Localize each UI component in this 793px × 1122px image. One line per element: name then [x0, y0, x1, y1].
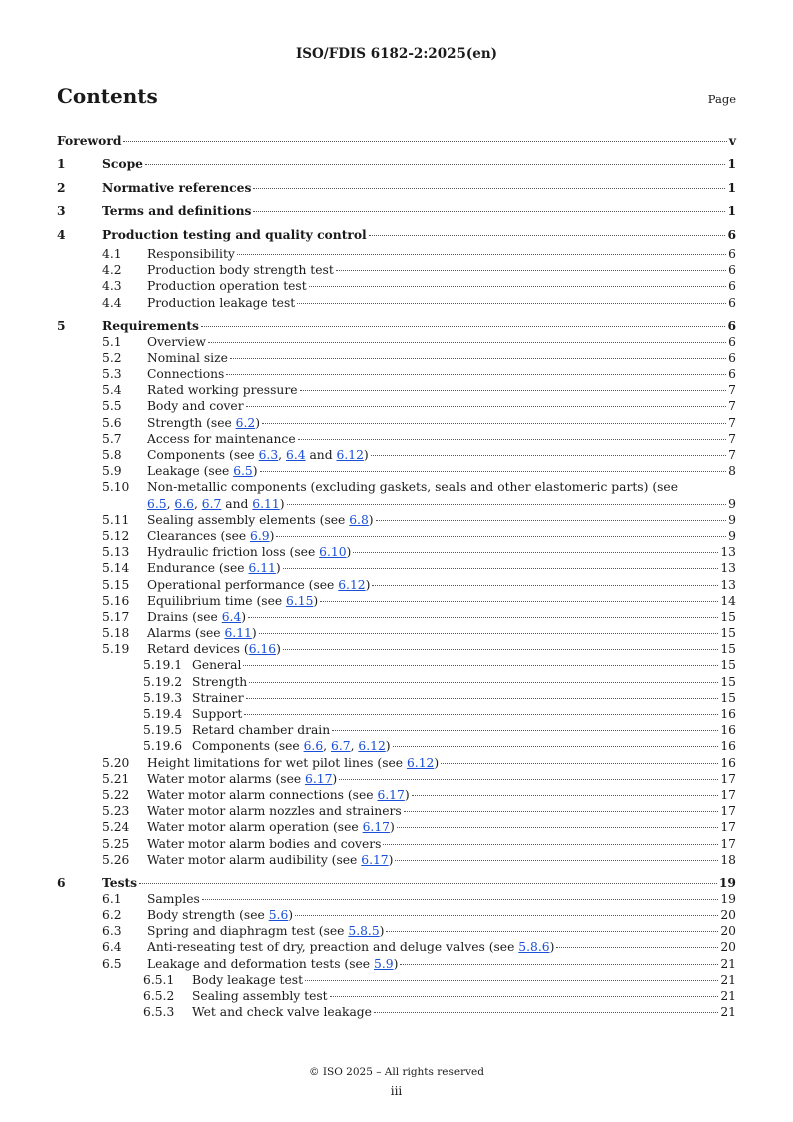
- cross-reference-link[interactable]: 6.10: [319, 545, 347, 560]
- toc-entry-4-3[interactable]: 4.3 Production operation test 6: [102, 279, 736, 294]
- cross-reference-link[interactable]: 6.17: [305, 771, 333, 786]
- toc-entry-5-19[interactable]: 5.19 Retard devices (6.16) 15: [102, 642, 736, 657]
- cross-reference-link[interactable]: 6.6: [174, 496, 194, 511]
- toc-entry-6-3[interactable]: 6.3 Spring and diaphragm test (see 5.8.5) 20: [102, 924, 736, 939]
- toc-entry-5-23[interactable]: 5.23 Water motor alarm nozzles and strainers 17: [102, 804, 736, 819]
- toc-entry-6-5-3[interactable]: 6.5.3 Wet and check valve leakage 21: [143, 1005, 736, 1020]
- toc-entry-5-19-4[interactable]: 5.19.4 Support 16: [143, 707, 736, 722]
- toc-entry-6-2[interactable]: 6.2 Body strength (see 5.6) 20: [102, 908, 736, 923]
- cross-reference-link[interactable]: 6.4: [221, 609, 242, 624]
- cross-reference-link[interactable]: 6.11: [224, 626, 252, 641]
- toc-entry-1[interactable]: 1 Scope 1: [57, 156, 736, 172]
- cross-reference-link[interactable]: 6.7: [201, 496, 222, 511]
- cross-reference-link[interactable]: 6.5: [233, 464, 253, 479]
- cross-reference-link[interactable]: 6.9: [250, 528, 270, 543]
- toc-entry-5-19-5[interactable]: 5.19.5 Retard chamber drain 16: [143, 723, 736, 738]
- toc-entry-5-8[interactable]: 5.8 Components (see 6.3, 6.4 and 6.12) 7: [102, 448, 736, 463]
- cross-reference-link[interactable]: 6.12: [358, 739, 386, 754]
- toc-entry-5-18[interactable]: 5.18 Alarms (see 6.11) 15: [102, 626, 736, 641]
- toc-entry-6-5-2[interactable]: 6.5.2 Sealing assembly test 21: [143, 989, 736, 1004]
- toc-entry-5-15[interactable]: 5.15 Operational performance (see 6.12) 13: [102, 577, 736, 592]
- toc-entry-5-19-6[interactable]: 5.19.6 Components (see 6.6, 6.7, 6.12) 16: [143, 739, 736, 754]
- toc-entry-5-22[interactable]: 5.22 Water motor alarm connections (see 6.17) 17: [102, 787, 736, 802]
- toc-entry-5-13[interactable]: 5.13 Hydraulic friction loss (see 6.10) 13: [102, 545, 736, 560]
- cross-reference-link[interactable]: 6.16: [248, 642, 277, 657]
- toc-entry-6[interactable]: 6 Tests 19: [57, 874, 736, 890]
- toc-entry-5-26[interactable]: 5.26 Water motor alarm audibility (see 6.17) 18: [102, 852, 736, 867]
- toc-entry-4[interactable]: 4 Production testing and quality control 6: [57, 226, 736, 242]
- toc-entry-5[interactable]: 5 Requirements 6: [57, 317, 736, 333]
- cross-reference-link[interactable]: 6.12: [406, 755, 435, 770]
- toc-entry-4-4[interactable]: 4.4 Production leakage test 6: [102, 295, 736, 310]
- toc-entry-5-19-1[interactable]: 5.19.1 General 15: [143, 658, 736, 673]
- table-of-contents: [57, 129, 736, 1020]
- cross-reference-link[interactable]: 6.2: [235, 415, 256, 430]
- cross-reference-link[interactable]: 6.4: [286, 448, 306, 463]
- toc-entry-5-5[interactable]: 5.5 Body and cover 7: [102, 399, 736, 414]
- cross-reference-link[interactable]: 6.6: [303, 739, 324, 754]
- toc-entry-6-4[interactable]: 6.4 Anti-reseating test of dry, preaction and deluge valves (see 5.8.6) 20: [102, 940, 736, 955]
- cross-reference-link[interactable]: 6.12: [338, 577, 366, 592]
- toc-entry-5-21[interactable]: 5.21 Water motor alarms (see 6.17) 17: [102, 771, 736, 786]
- cross-reference-link[interactable]: 5.6: [268, 908, 289, 923]
- cross-reference-link[interactable]: 5.8.6: [518, 940, 550, 955]
- toc-entry-5-12[interactable]: 5.12 Clearances (see 6.9) 9: [102, 528, 736, 543]
- cross-reference-link[interactable]: 5.8.5: [348, 924, 380, 939]
- copyright-footer: © ISO 2025 – All rights reserved: [309, 1066, 484, 1078]
- cross-reference-link[interactable]: 6.12: [336, 448, 364, 463]
- cross-reference-link[interactable]: 6.3: [258, 448, 279, 463]
- page-column-label: Page: [707, 92, 736, 106]
- toc-entry-6-5-1[interactable]: 6.5.1 Body leakage test 21: [143, 972, 736, 987]
- toc-entry-2[interactable]: 2 Normative references 1: [57, 179, 736, 195]
- toc-entry-5-20[interactable]: 5.20 Height limitations for wet pilot lines (see 6.12) 16: [102, 755, 736, 770]
- toc-entry-5-19-2[interactable]: 5.19.2 Strength 15: [143, 674, 736, 689]
- toc-entry-4-1[interactable]: 4.1 Responsibility 6: [102, 246, 736, 261]
- cross-reference-link[interactable]: 6.11: [252, 496, 280, 511]
- cross-reference-link[interactable]: 6.17: [362, 820, 390, 835]
- toc-entry-5-4[interactable]: 5.4 Rated working pressure 7: [102, 383, 736, 398]
- cross-reference-link[interactable]: 6.8: [349, 512, 369, 527]
- page-number: iii: [390, 1084, 403, 1098]
- contents-heading: Contents: [57, 84, 158, 108]
- toc-entry-5-25[interactable]: 5.25 Water motor alarm bodies and covers 17: [102, 836, 736, 851]
- toc-entry-5-3[interactable]: 5.3 Connections 6: [102, 367, 736, 382]
- toc-entry-5-24[interactable]: 5.24 Water motor alarm operation (see 6.17) 17: [102, 820, 736, 835]
- toc-entry-5-11[interactable]: 5.11 Sealing assembly elements (see 6.8) 9: [102, 512, 736, 527]
- cross-reference-link[interactable]: 6.15: [286, 593, 314, 608]
- toc-entry-5-17[interactable]: 5.17 Drains (see 6.4) 15: [102, 609, 736, 624]
- toc-entry-5-2[interactable]: 5.2 Nominal size 6: [102, 350, 736, 365]
- toc-entry-5-6[interactable]: 5.6 Strength (see 6.2) 7: [102, 415, 736, 430]
- cross-reference-link[interactable]: 6.17: [361, 852, 389, 867]
- cross-reference-link[interactable]: 6.5: [147, 496, 167, 511]
- toc-entry-4-2[interactable]: 4.2 Production body strength test 6: [102, 263, 736, 278]
- toc-entry-5-19-3[interactable]: 5.19.3 Strainer 15: [143, 690, 736, 705]
- toc-entry-5-14[interactable]: 5.14 Endurance (see 6.11) 13: [102, 561, 736, 576]
- toc-entry-3[interactable]: 3 Terms and definitions 1: [57, 203, 736, 219]
- cross-reference-link[interactable]: 6.7: [331, 739, 351, 754]
- toc-entry-5-1[interactable]: 5.1 Overview 6: [102, 334, 736, 349]
- cross-reference-link[interactable]: 6.11: [248, 561, 276, 576]
- cross-reference-link[interactable]: 5.9: [374, 956, 394, 971]
- toc-entry-5-9[interactable]: 5.9 Leakage (see 6.5) 8: [102, 464, 736, 479]
- toc-entry-5-10[interactable]: 5.10 Non-metallic components (excluding gaskets, seals and other elastomeric parts) (see 6.5, 6.6, 6.7 and 6.11) 9: [102, 480, 736, 511]
- toc-entry-6-1[interactable]: 6.1 Samples 19: [102, 891, 736, 906]
- cross-reference-link[interactable]: 6.17: [377, 787, 405, 802]
- toc-entry-6-5[interactable]: 6.5 Leakage and deformation tests (see 5.9) 21: [102, 956, 736, 971]
- toc-entry-5-7[interactable]: 5.7 Access for maintenance 7: [102, 431, 736, 446]
- toc-entry-foreword[interactable]: Foreword v: [57, 133, 736, 148]
- document-id-header: ISO/FDIS 6182-2:2025(en): [295, 46, 498, 62]
- toc-entry-5-16[interactable]: 5.16 Equilibrium time (see 6.15) 14: [102, 593, 736, 608]
